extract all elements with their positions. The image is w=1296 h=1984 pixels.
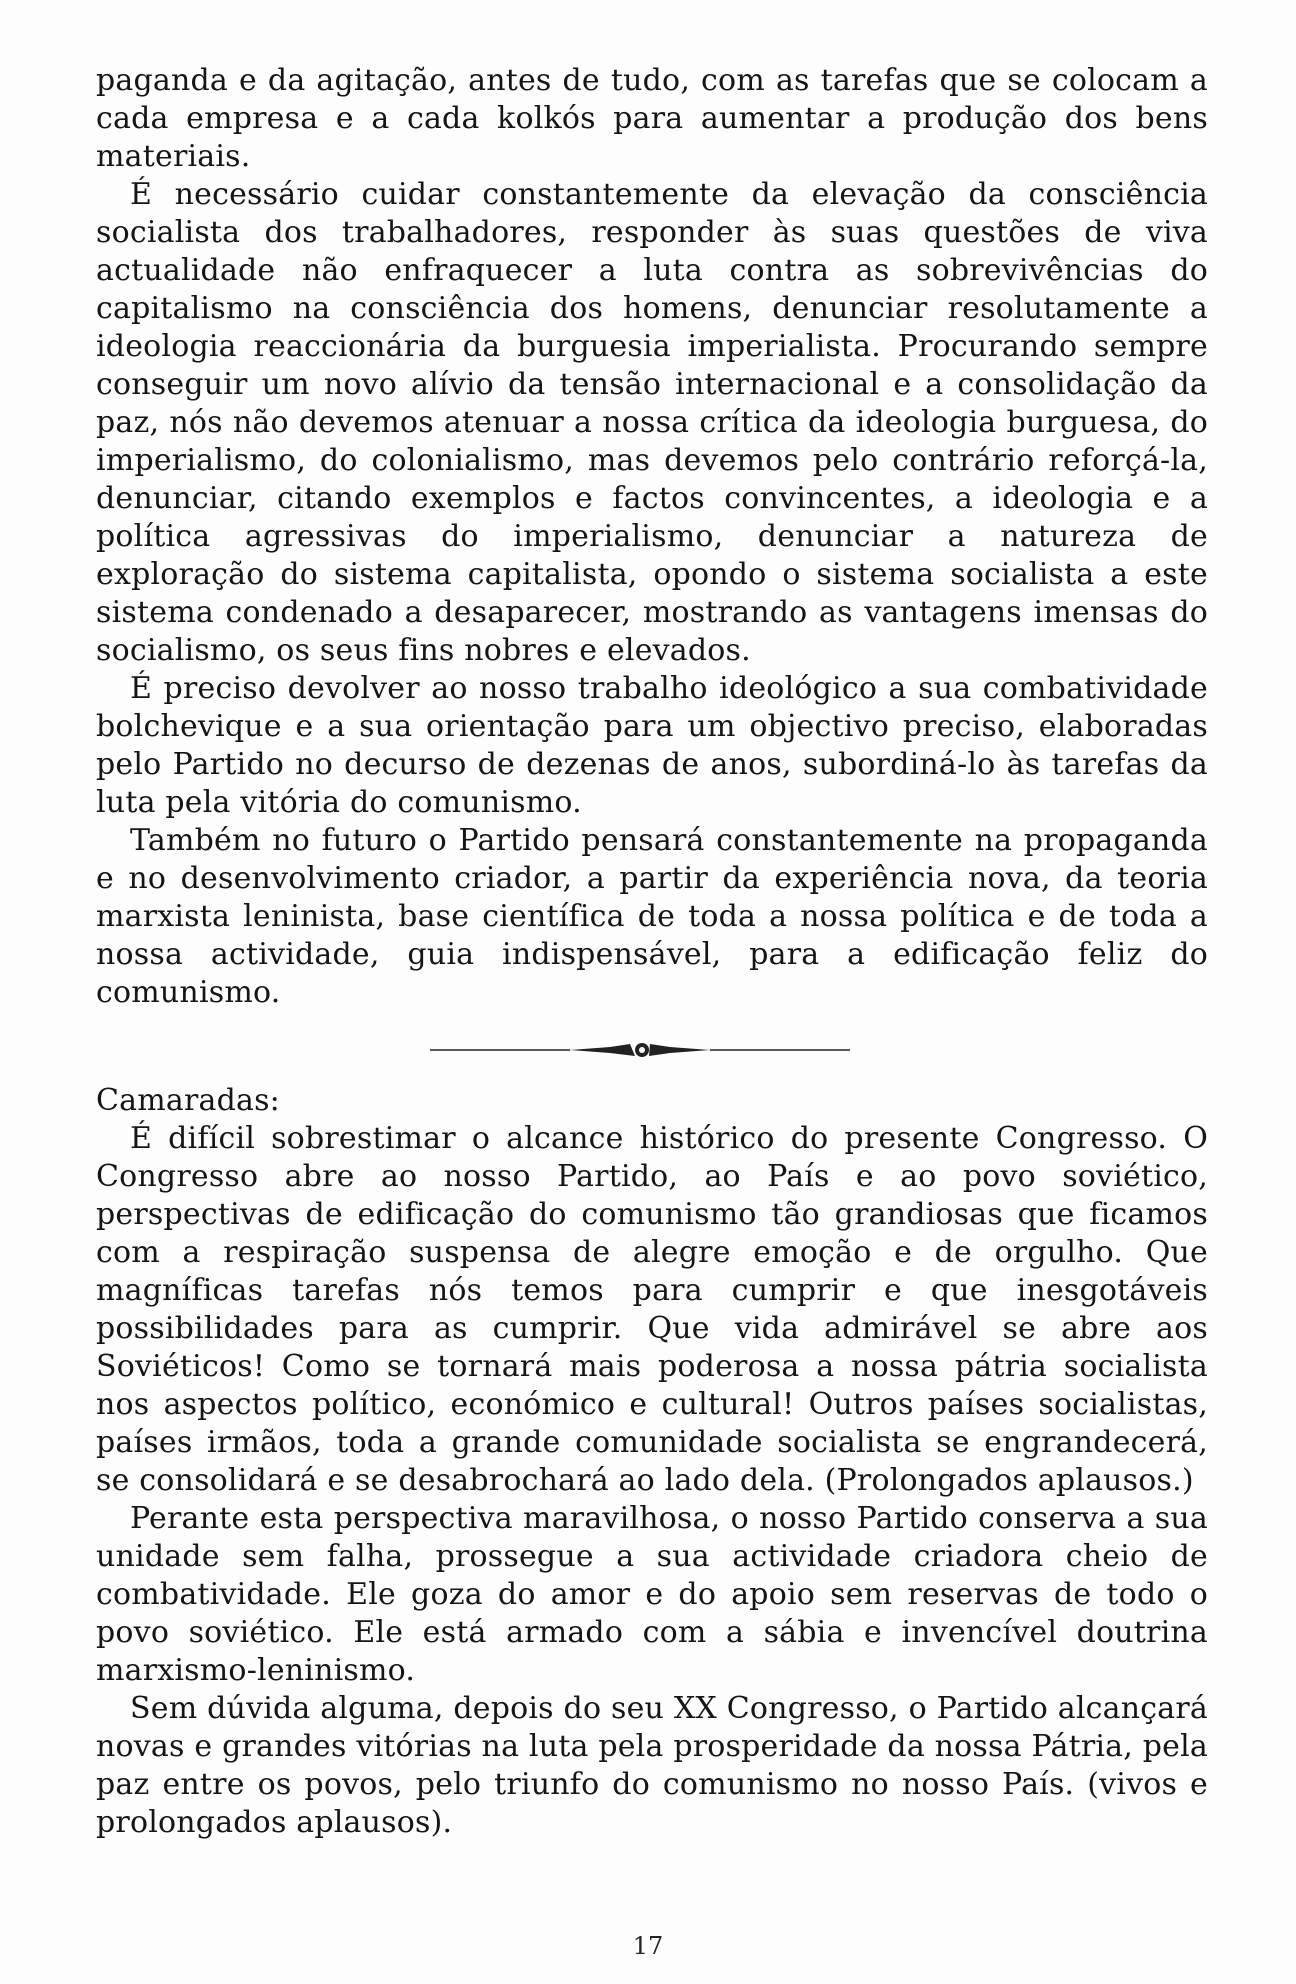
paragraph-ideology: É necessário cuidar constantemente da elevação da consciência socialista dos trabalhadores, responder às suas questões de viva actualidade não enfraquecer a luta contra as sobrevivências do capitalismo na consciência dos homens, denunciar resolutamente a ideologia reaccionária da burguesia imperialista. Procurando sempre conseguir um novo alívio da tensão internacional e a consolidação da paz, nós não devemos atenuar a nossa crítica da ideologia burguesa, do imperialismo, do colonialismo, mas devemos pelo contrário reforçá-la, denunciar, citando exemplos e factos convincentes, a ideologia e a política agressivas do imperialismo, denunciar a natureza de exploração do sistema capitalista, opondo o sistema socialista a este sistema condenado a desaparecer, mostrando as vantagens imensas do socialismo, os seus fins nobres e elevados. (96, 177, 1208, 668)
top-text-section (96, 62, 1208, 1012)
paragraph-combativity: É preciso devolver ao nosso trabalho ideológico a sua combatividade bolchevique e a sua orientação para um objectivo preciso, elaboradas pelo Partido no decurso de dezenas de anos, subordiná-lo às tarefas da luta pela vitória do comunismo. (96, 671, 1208, 820)
bottom-text-section (96, 1082, 1208, 1842)
paragraph-victories: Sem dúvida alguma, depois do seu XX Congresso, o Partido alcançará novas e grandes vitórias na luta pela prosperidade da nossa Pátria, pela paz entre os povos, pelo triunfo do comunismo no nosso País. (vivos e prolongados aplausos). (96, 1691, 1208, 1840)
section-divider-ornament (430, 1038, 850, 1062)
salutation: Camaradas: (96, 1083, 280, 1118)
paragraph-continuation: paganda e da agitação, antes de tudo, com as tarefas que se colocam a cada empresa e a cada kolkós para aumentar a produção dos bens materiais. (96, 63, 1208, 174)
page-number: 17 (632, 1932, 664, 1960)
paragraph-perspective: Perante esta perspectiva maravilhosa, o nosso Partido conserva a sua unidade sem falha, prossegue a sua actividade criadora cheio de combatividade. Ele goza do amor e do apoio sem reservas de todo o povo soviético. Ele está armado com a sábia e invencível doutrina marxismo-leninismo. (96, 1501, 1208, 1688)
paragraph-congress: É difícil sobrestimar o alcance histórico do presente Congresso. O Congresso abre ao nosso Partido, ao País e ao povo soviético, perspectivas de edificação do comunismo tão grandiosas que ficamos com a respiração suspensa de alegre emoção e de orgulho. Que magníficas tarefas nós temos para cumprir e que inesgotáveis possibilidades para as cumprir. Que vida admirável se abre aos Soviéticos! Como se tornará mais poderosa a nossa pátria socialista nos aspectos político, económico e cultural! Outros países socialistas, países irmãos, toda a grande comunidade socialista se engrandecerá, se consolidará e se desabrochará ao lado dela. (Prolongados aplausos.) (96, 1121, 1208, 1498)
paragraph-propaganda: Também no futuro o Partido pensará constantemente na propaganda e no desenvolvimento criador, a partir da experiência nova, da teoria marxista leninista, base científica de toda a nossa política e de toda a nossa actividade, guia indispensável, para a edificação feliz do comunismo. (96, 823, 1208, 1010)
